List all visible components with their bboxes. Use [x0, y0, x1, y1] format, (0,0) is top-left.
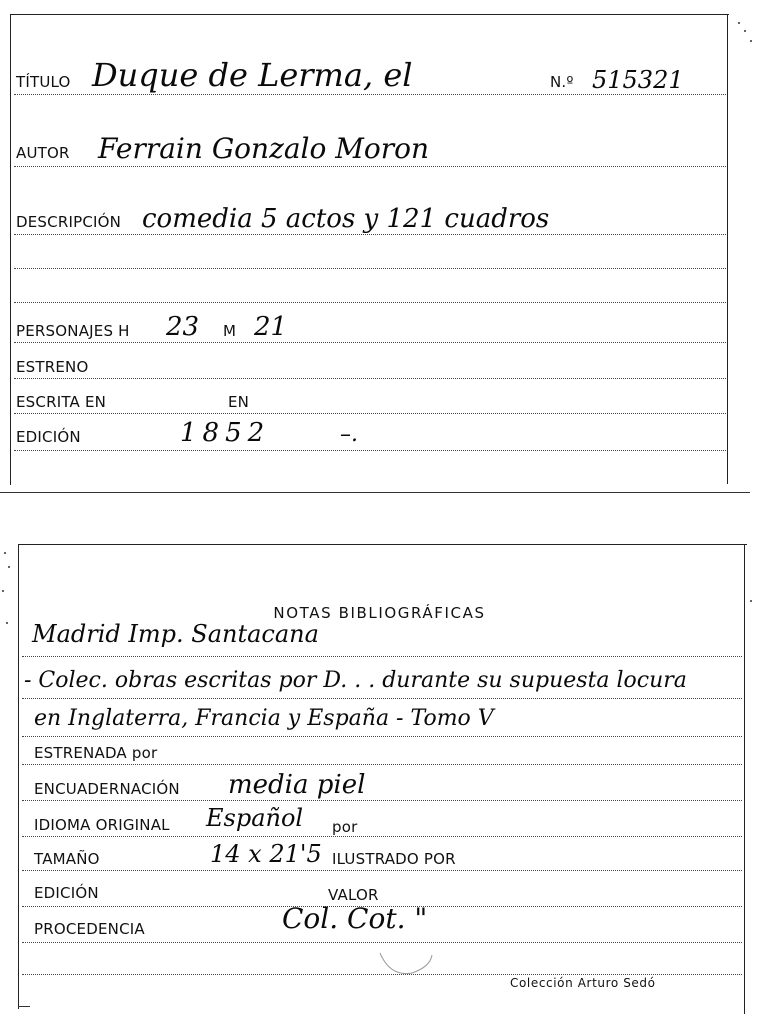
blank-rule-2: [14, 302, 726, 303]
edicion-value: 1852: [180, 418, 271, 448]
scan-speck: [2, 590, 4, 592]
personajes-h-value: 23: [166, 312, 200, 342]
escrita-label: ESCRITA EN: [16, 393, 107, 411]
titulo-value: Duque de Lerma, el: [92, 56, 413, 94]
scan-speck: [738, 22, 740, 24]
notas-line-1: Madrid Imp. Santacana: [32, 620, 319, 648]
notas-rule-1: [22, 656, 742, 657]
scan-speck: [6, 622, 8, 624]
scan-speck: [8, 566, 10, 568]
escrita-en-label: EN: [228, 393, 250, 411]
scan-speck: [750, 600, 752, 602]
notas-rule-2: [22, 698, 742, 699]
idioma-rule: [22, 836, 742, 837]
edicion-label: EDICIÓN: [16, 428, 81, 446]
edicion-2-label: EDICIÓN: [34, 884, 99, 902]
autor-value: Ferrain Gonzalo Moron: [98, 132, 430, 165]
encuadernacion-label: ENCUADERNACIÓN: [34, 780, 180, 798]
titulo-label: TÍTULO: [16, 73, 71, 91]
tamano-label: TAMAÑO: [34, 850, 100, 868]
descripcion-rule: [14, 234, 726, 235]
scan-speck: [750, 40, 752, 42]
procedencia-label: PROCEDENCIA: [34, 920, 145, 938]
procedencia-value: Col. Cot. ": [282, 902, 428, 935]
estrenada-label: ESTRENADA por: [34, 744, 158, 762]
edicion-dash: –.: [340, 422, 358, 447]
estreno-label: ESTRENO: [16, 358, 89, 376]
idioma-value: Español: [206, 804, 304, 832]
card-top-bottom-edge: [0, 492, 750, 493]
card-bottom-footer-edge: [18, 1006, 30, 1007]
titulo-rule: [14, 94, 726, 95]
notas-line-3: en Inglaterra, Francia y España - Tomo V: [34, 706, 494, 731]
idioma-label: IDIOMA ORIGINAL: [34, 816, 170, 834]
scan-speck: [744, 30, 746, 32]
encuadernacion-rule: [22, 800, 742, 801]
notas-title: NOTAS BIBLIOGRÁFICAS: [273, 604, 486, 622]
personajes-m-value: 21: [254, 312, 288, 342]
tamano-value: 14 x 21'5: [210, 840, 322, 868]
estreno-rule: [14, 378, 726, 379]
tamano-rule: [22, 870, 742, 871]
stamp-smudge: [370, 925, 440, 980]
notas-line-2: - Colec. obras escritas por D. . . durante su supuesta locura: [24, 668, 687, 693]
escrita-rule: [14, 413, 726, 414]
blank-rule-1: [14, 268, 726, 269]
personajes-m-label: M: [223, 322, 237, 340]
edicion-rule: [14, 450, 726, 451]
notas-rule-3: [22, 736, 742, 737]
valor-label: VALOR: [328, 886, 379, 904]
descripcion-value: comedia 5 actos y 121 cuadros: [142, 204, 550, 234]
coleccion-stamp: Colección Arturo Sedó: [510, 976, 656, 990]
estrenada-rule: [22, 764, 742, 765]
numero-label: N.º: [550, 73, 574, 91]
encuadernacion-value: media piel: [228, 770, 366, 800]
numero-value: 515321: [592, 66, 684, 94]
idioma-por-label: por: [332, 818, 358, 836]
card-top-right-edge: [727, 14, 728, 484]
autor-label: AUTOR: [16, 144, 70, 162]
personajes-label: PERSONAJES H: [16, 322, 130, 340]
autor-rule: [14, 166, 726, 167]
ilustrado-label: ILUSTRADO POR: [332, 850, 456, 868]
personajes-rule: [14, 342, 726, 343]
descripcion-label: DESCRIPCIÓN: [16, 213, 122, 231]
scan-speck: [4, 552, 6, 554]
card-bottom-right-edge: [744, 544, 745, 1014]
